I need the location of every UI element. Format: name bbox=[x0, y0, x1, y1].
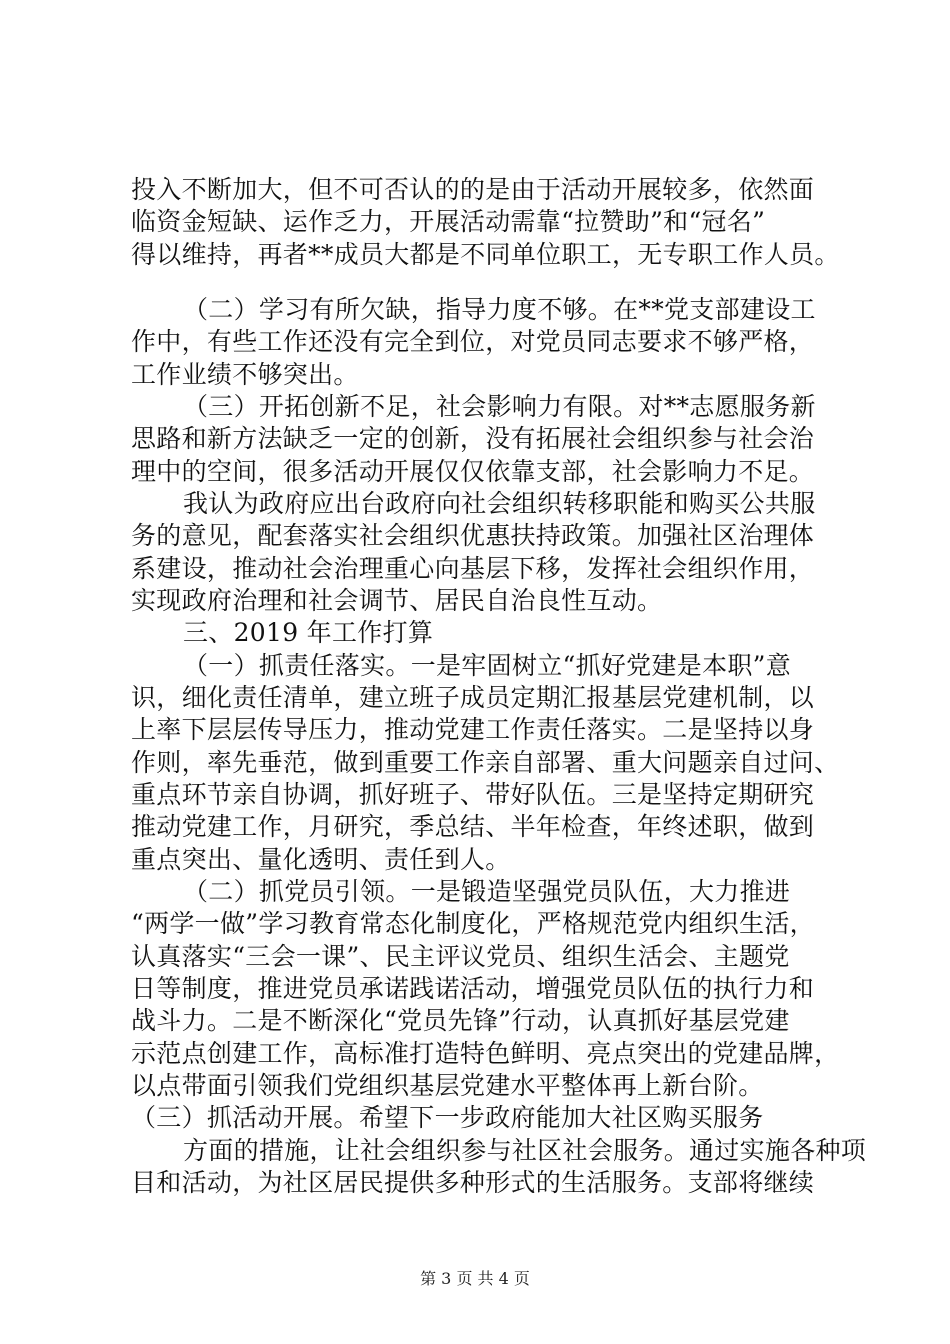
body-text-line: 认真落实“三会一课”、民主评议党员、组织生活会、主题党 bbox=[131, 942, 790, 971]
body-text-line: 上率下层层传导压力，推动党建工作责任落实。二是坚持以身 bbox=[131, 715, 815, 744]
body-text-line: 工作业绩不够突出。 bbox=[131, 360, 359, 389]
body-text-line: 务的意见，配套落实社会组织优惠扶持政策。加强社区治理体 bbox=[131, 521, 815, 550]
body-text-line: “两学一做”学习教育常态化制度化，严格规范党内组织生活， bbox=[131, 909, 815, 938]
body-text-line: 识，细化责任清单，建立班子成员定期汇报基层党建机制，以 bbox=[131, 683, 815, 712]
body-text-line: 示范点创建工作，高标准打造特色鲜明、亮点突出的党建品牌， bbox=[131, 1039, 840, 1068]
section-heading: 三、2019 年工作打算 bbox=[183, 618, 434, 647]
body-text-line: 方面的措施，让社会组织参与社区社会服务。通过实施各种项 bbox=[183, 1136, 867, 1165]
body-text-line: 以点带面引领我们党组织基层党建水平整体再上新台阶。 bbox=[131, 1071, 764, 1100]
body-text-line: 得以维持，再者**成员大都是不同单位职工，无专职工作人员。 bbox=[131, 240, 840, 269]
body-text-line: （三）开拓创新不足，社会影响力有限。对**志愿服务新 bbox=[183, 392, 816, 421]
body-text-line: 重点环节亲自协调，抓好班子、带好队伍。三是坚持定期研究 bbox=[131, 780, 815, 809]
body-text-line: 重点突出、量化透明、责任到人。 bbox=[131, 845, 511, 874]
body-text-line: 思路和新方法缺乏一定的创新，没有拓展社会组织参与社会治 bbox=[131, 424, 815, 453]
body-text-line: （三）抓活动开展。希望下一步政府能加大社区购买服务 bbox=[131, 1103, 764, 1132]
body-text-line: 我认为政府应出台政府向社会组织转移职能和购买公共服 bbox=[183, 489, 816, 518]
body-text-line: 系建设，推动社会治理重心向基层下移，发挥社会组织作用， bbox=[131, 554, 815, 583]
body-text-line: 日等制度，推进党员承诺践诺活动，增强党员队伍的执行力和 bbox=[131, 974, 815, 1003]
body-text-line: 作则，率先垂范，做到重要工作亲自部署、重大问题亲自过问、 bbox=[131, 748, 840, 777]
body-text-line: 实现政府治理和社会调节、居民自治良性互动。 bbox=[131, 586, 663, 615]
body-text-line: 战斗力。二是不断深化“党员先锋”行动，认真抓好基层党建 bbox=[131, 1006, 790, 1035]
body-text-line: （二）抓党员引领。一是锻造坚强党员队伍，大力推进 bbox=[183, 877, 791, 906]
body-text-line: 目和活动，为社区居民提供多种形式的生活服务。支部将继续 bbox=[131, 1168, 815, 1197]
body-text-line: （一）抓责任落实。一是牢固树立“抓好党建是本职”意 bbox=[183, 651, 792, 680]
body-text-line: 临资金短缺、运作乏力，开展活动需靠“拉赞助”和“冠名” bbox=[131, 207, 766, 236]
body-text-line: 投入不断加大，但不可否认的的是由于活动开展较多，依然面 bbox=[131, 175, 815, 204]
body-text-line: 推动党建工作，月研究，季总结、半年检查，年终述职，做到 bbox=[131, 812, 815, 841]
body-text-line: 作中，有些工作还没有完全到位，对党员同志要求不够严格， bbox=[131, 327, 815, 356]
body-text-line: （二）学习有所欠缺，指导力度不够。在**党支部建设工 bbox=[183, 295, 816, 324]
body-text-line: 理中的空间，很多活动开展仅仅依靠支部，社会影响力不足。 bbox=[131, 457, 815, 486]
page-footer: 第 3 页 共 4 页 bbox=[420, 1269, 530, 1288]
